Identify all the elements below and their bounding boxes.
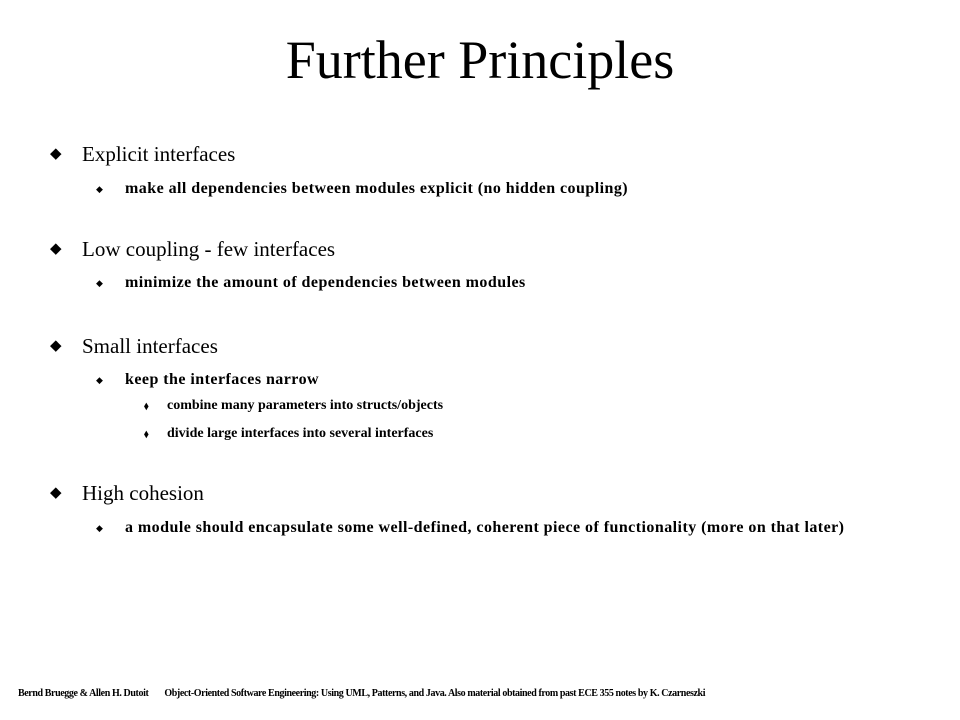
diamond-bullet-icon: ◆ [144,429,149,440]
diamond-bullet-icon: ◆ [96,278,104,288]
sub-sub-bullet-text: divide large interfaces into several interfaces [167,426,434,441]
diamond-bullet-icon: ◆ [50,146,62,162]
sub-bullet-text: make all dependencies between modules explicit (no hidden coupling) [125,180,629,197]
diamond-bullet-icon: ◆ [50,241,62,257]
sub-sub-bullet-point [144,397,443,417]
footer-authors: Bernd Bruegge & Allen H. Dutoit [18,688,149,699]
sub-sub-bullet-text: combine many parameters into structs/objects [167,398,444,413]
diamond-bullet-icon: ◆ [144,401,149,412]
sub-bullet-text: minimize the amount of dependencies between modules [125,274,526,291]
diamond-bullet-icon: ◆ [96,375,104,385]
bullet-point-small-interfaces [50,333,218,359]
bullet-text: Explicit interfaces [82,142,236,166]
bullet-text: High cohesion [82,481,204,505]
diamond-bullet-icon: ◆ [50,338,62,354]
sub-sub-bullet-point [144,425,433,445]
slide-title: Further Principles [285,30,675,90]
sub-bullet-text: a module should encapsulate some well-defined, coherent piece of functionality (more on that later) [125,519,845,536]
slide-footer [18,687,705,701]
bullet-point-low-coupling [50,236,335,262]
footer-source: Object-Oriented Software Engineering: Using UML, Patterns, and Java. Also material obtained from past ECE 355 notes by K. Czarneszki [164,688,706,699]
diamond-bullet-icon: ◆ [96,184,104,194]
bullet-text: Low coupling - few interfaces [82,237,336,261]
sub-bullet-point [96,369,870,391]
diamond-bullet-icon: ◆ [96,523,104,533]
bullet-point-explicit-interfaces [50,141,235,167]
bullet-point-high-cohesion [50,480,204,506]
bullet-text: Small interfaces [82,334,218,358]
sub-bullet-text: keep the interfaces narrow [125,371,320,388]
sub-bullet-point [96,272,870,294]
sub-bullet-point [96,517,870,539]
diamond-bullet-icon: ◆ [50,485,62,501]
sub-bullet-point [96,178,870,200]
